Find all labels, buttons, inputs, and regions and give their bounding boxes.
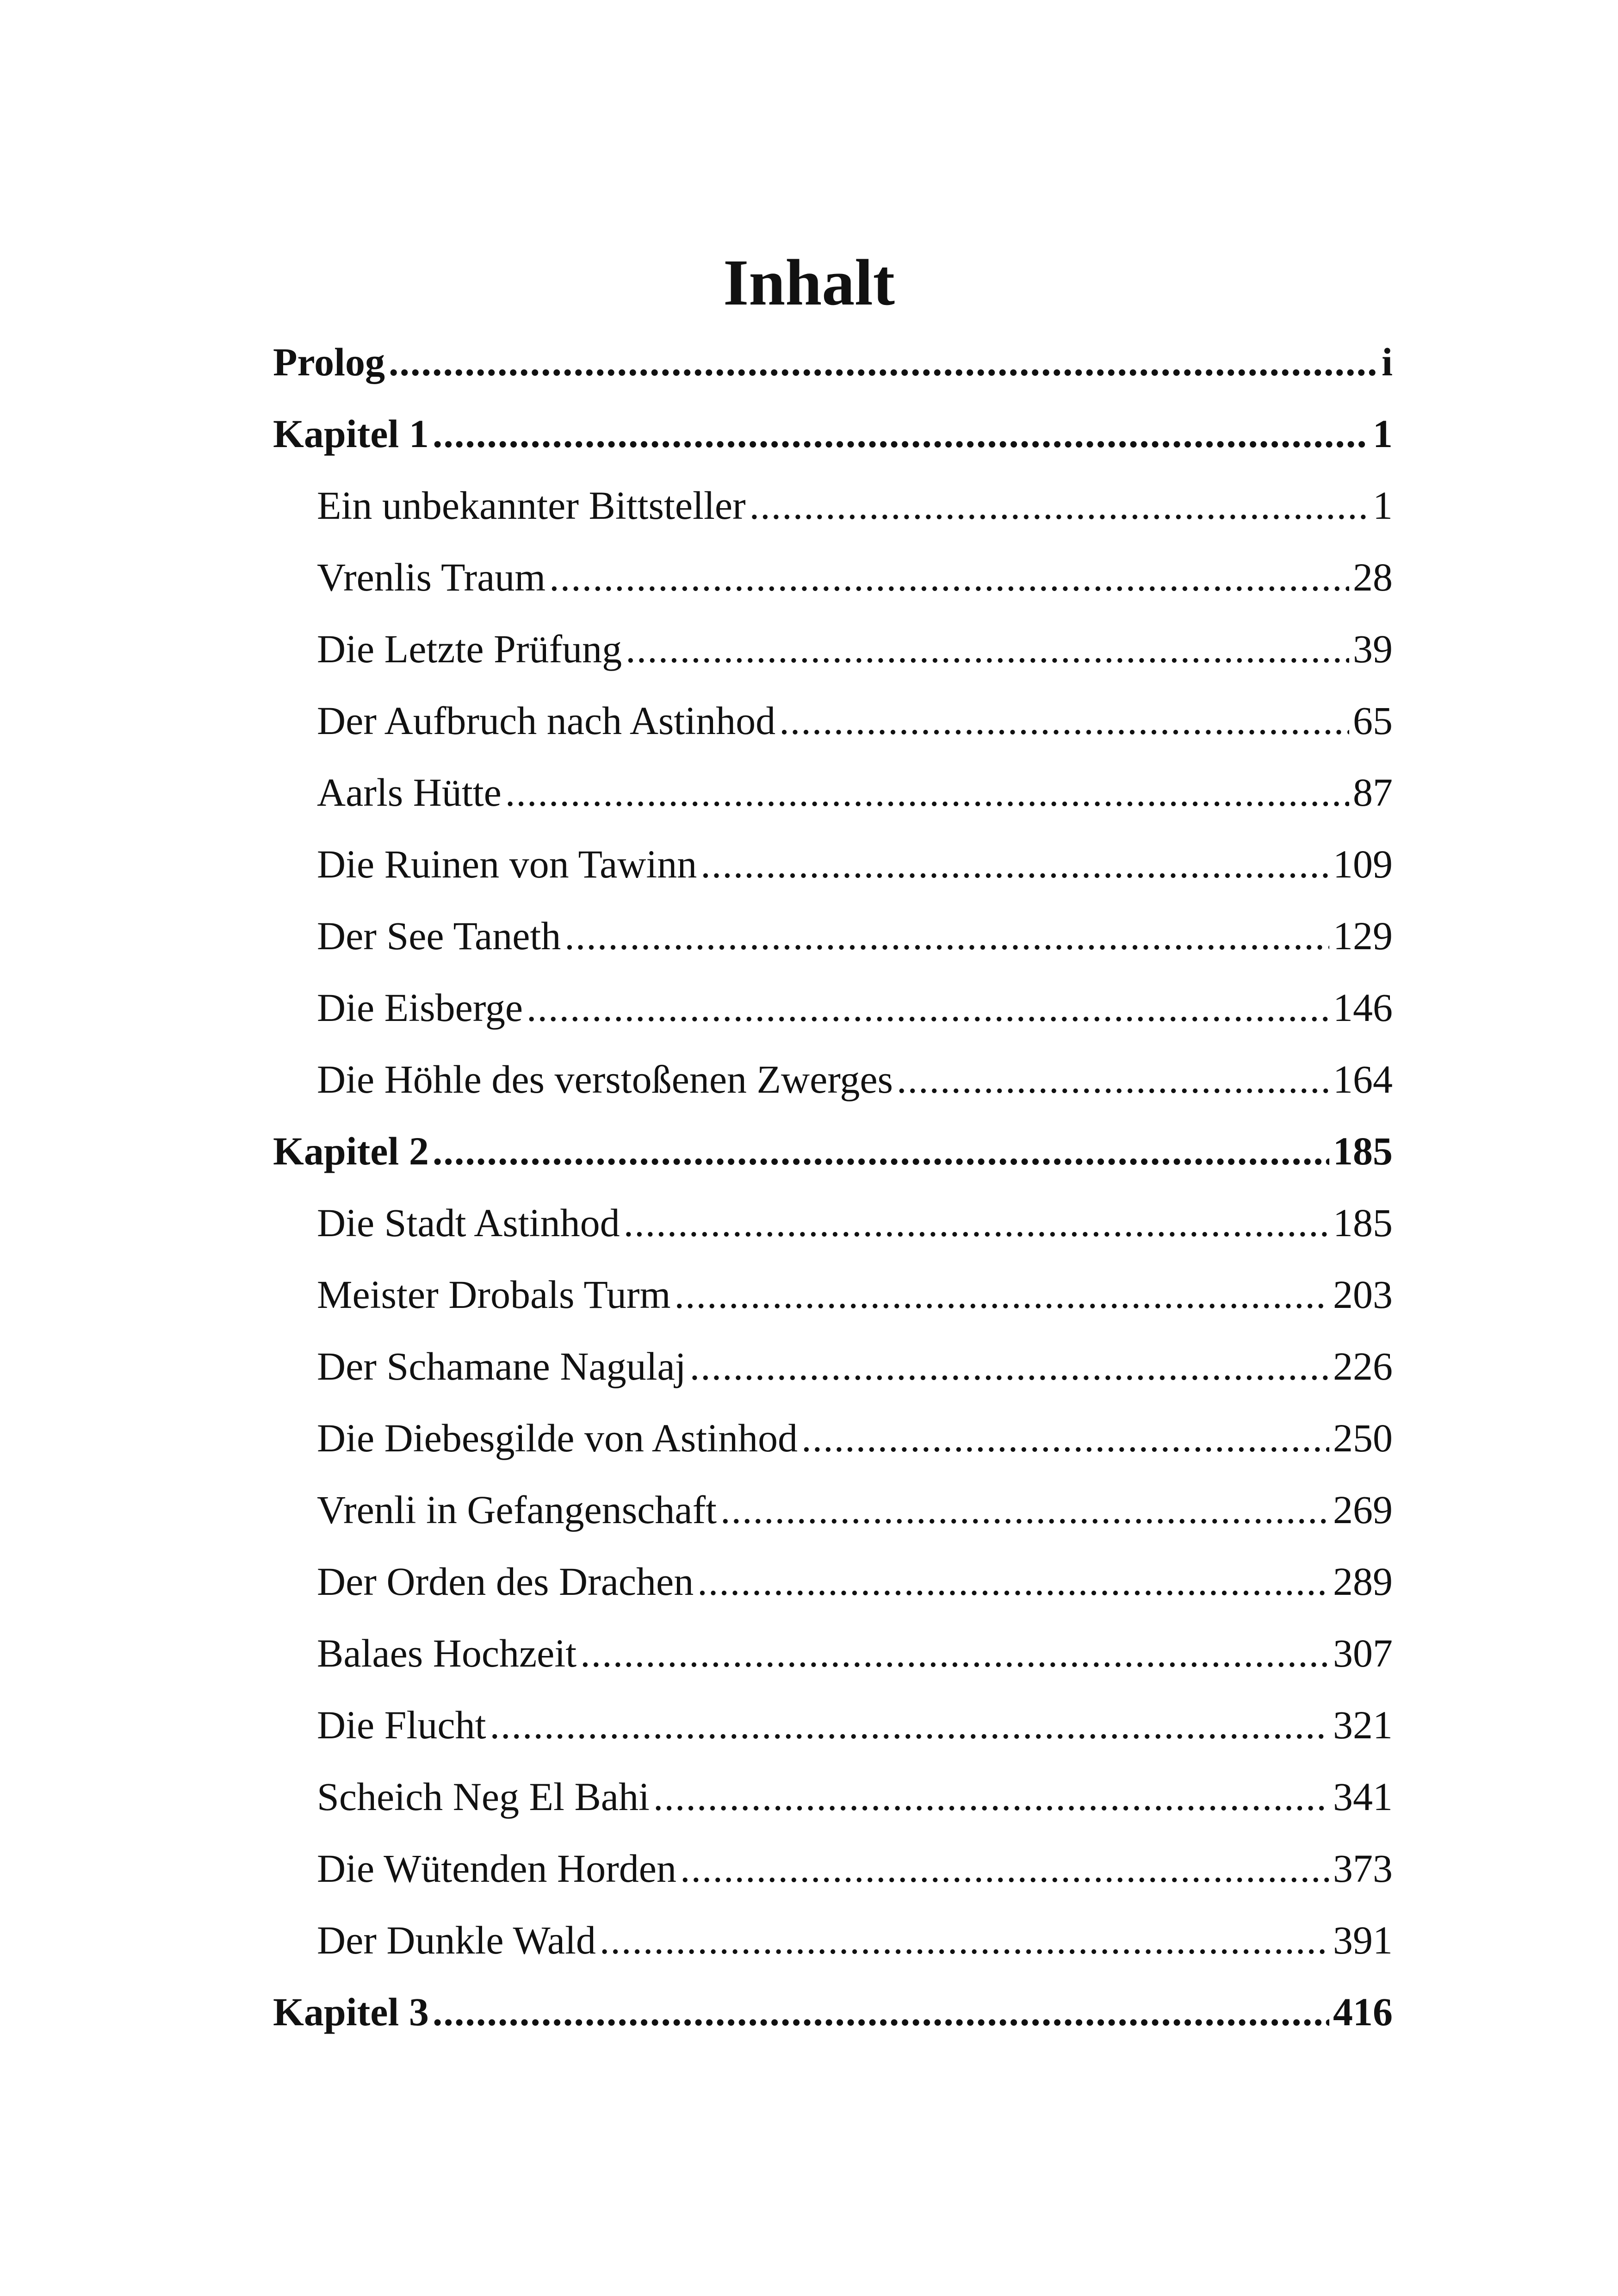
toc-dot-leader — [433, 1976, 1329, 2048]
toc-entry-section — [273, 1402, 1393, 1474]
toc-page-number: 65 — [1353, 698, 1393, 743]
toc-entry-label: Meister Drobals Turm — [317, 1272, 671, 1317]
toc-entry-label: Scheich Neg El Bahi — [317, 1774, 650, 1819]
toc-entry-label: Der See Taneth — [317, 914, 561, 958]
toc-entry-label: Der Dunkle Wald — [317, 1918, 596, 1962]
toc-page-number: 129 — [1333, 914, 1393, 958]
toc-dot-leader — [674, 1259, 1329, 1331]
toc-dot-leader — [433, 398, 1369, 470]
toc-page-number: 203 — [1333, 1272, 1393, 1317]
toc-dot-leader — [690, 1331, 1329, 1402]
toc-dot-leader — [389, 326, 1378, 398]
toc-dot-leader — [801, 1402, 1329, 1474]
toc-dot-leader — [490, 1689, 1329, 1761]
toc-entry-section — [273, 541, 1393, 613]
toc-page-number: 146 — [1333, 985, 1393, 1030]
toc-entry-label: Prolog — [273, 340, 385, 384]
toc-dot-leader — [697, 1546, 1329, 1618]
toc-dot-leader — [626, 613, 1349, 685]
toc-dot-leader — [701, 828, 1329, 900]
toc-entry-section — [273, 1546, 1393, 1618]
toc-entry-section — [273, 685, 1393, 757]
toc-entry-label: Die Flucht — [317, 1703, 486, 1747]
toc-entry-section — [273, 972, 1393, 1044]
toc-dot-leader — [564, 900, 1329, 972]
toc-dot-leader — [505, 757, 1349, 828]
toc-page-number: 164 — [1333, 1057, 1393, 1101]
toc-page-number: 269 — [1333, 1487, 1393, 1532]
toc-page-number: 109 — [1333, 842, 1393, 886]
toc-dot-leader — [433, 1115, 1329, 1187]
toc-entry-label: Kapitel 3 — [273, 1990, 429, 2034]
toc-entry-section — [273, 1761, 1393, 1833]
table-of-contents — [273, 326, 1393, 2048]
toc-page-number: 1 — [1373, 411, 1393, 456]
toc-entry-label: Die Eisberge — [317, 985, 523, 1030]
toc-dot-leader — [750, 470, 1369, 541]
toc-entry-label: Vrenli in Gefangenschaft — [317, 1487, 717, 1532]
toc-entry-section — [273, 1331, 1393, 1402]
toc-entry-section — [273, 1044, 1393, 1115]
toc-entry-label: Der Schamane Nagulaj — [317, 1344, 686, 1388]
toc-entry-label: Kapitel 1 — [273, 411, 429, 456]
toc-page-number: 289 — [1333, 1559, 1393, 1604]
toc-entry-section — [273, 1259, 1393, 1331]
toc-page-number: 39 — [1353, 627, 1393, 671]
toc-entry-label: Der Orden des Drachen — [317, 1559, 694, 1604]
toc-page-number: 28 — [1353, 555, 1393, 599]
toc-dot-leader — [600, 1904, 1329, 1976]
toc-entry-label: Die Wütenden Horden — [317, 1846, 676, 1891]
toc-entry-label: Die Ruinen von Tawinn — [317, 842, 697, 886]
toc-entry-section — [273, 757, 1393, 828]
toc-dot-leader — [549, 541, 1349, 613]
toc-entry-label: Die Diebesgilde von Astinhod — [317, 1416, 798, 1460]
toc-entry-label: Die Höhle des verstoßenen Zwerges — [317, 1057, 893, 1101]
toc-entry-section — [273, 1833, 1393, 1904]
toc-page-number: 373 — [1333, 1846, 1393, 1891]
toc-page-number: 307 — [1333, 1631, 1393, 1675]
toc-page-number: 416 — [1333, 1990, 1393, 2034]
toc-entry-label: Kapitel 2 — [273, 1129, 429, 1173]
toc-dot-leader — [624, 1187, 1329, 1259]
toc-page-number: 391 — [1333, 1918, 1393, 1962]
toc-page-number: i — [1382, 340, 1393, 384]
toc-entry-section — [273, 1187, 1393, 1259]
toc-dot-leader — [720, 1474, 1329, 1546]
toc-dot-leader — [779, 685, 1349, 757]
toc-entry-section — [273, 1689, 1393, 1761]
toc-dot-leader — [680, 1833, 1329, 1904]
toc-dot-leader — [897, 1044, 1329, 1115]
toc-entry-section — [273, 1474, 1393, 1546]
toc-entry-section — [273, 1618, 1393, 1689]
toc-page-number: 226 — [1333, 1344, 1393, 1388]
toc-page-number: 185 — [1333, 1201, 1393, 1245]
toc-entry-label: Die Letzte Prüfung — [317, 627, 622, 671]
toc-entry-section — [273, 900, 1393, 972]
toc-page-number: 321 — [1333, 1703, 1393, 1747]
toc-page-number: 341 — [1333, 1774, 1393, 1819]
toc-entry-section — [273, 613, 1393, 685]
toc-page-number: 185 — [1333, 1129, 1393, 1173]
page-title: Inhalt — [723, 246, 895, 319]
toc-entry-label: Die Stadt Astinhod — [317, 1201, 620, 1245]
toc-page-number: 1 — [1373, 483, 1393, 528]
toc-entry-label: Der Aufbruch nach Astinhod — [317, 698, 776, 743]
toc-entry-chapter — [273, 1976, 1393, 2048]
toc-dot-leader — [527, 972, 1329, 1044]
toc-entry-chapter — [273, 1115, 1393, 1187]
toc-dot-leader — [580, 1618, 1329, 1689]
toc-entry-label: Aarls Hütte — [317, 770, 502, 815]
toc-entry-chapter — [273, 326, 1393, 398]
toc-entry-label: Vrenlis Traum — [317, 555, 546, 599]
toc-dot-leader — [653, 1761, 1329, 1833]
toc-entry-section — [273, 470, 1393, 541]
toc-page-number: 250 — [1333, 1416, 1393, 1460]
toc-entry-section — [273, 828, 1393, 900]
toc-entry-section — [273, 1904, 1393, 1976]
toc-entry-label: Balaes Hochzeit — [317, 1631, 577, 1675]
toc-entry-chapter — [273, 398, 1393, 470]
toc-page-number: 87 — [1353, 770, 1393, 815]
toc-entry-label: Ein unbekannter Bittsteller — [317, 483, 746, 528]
